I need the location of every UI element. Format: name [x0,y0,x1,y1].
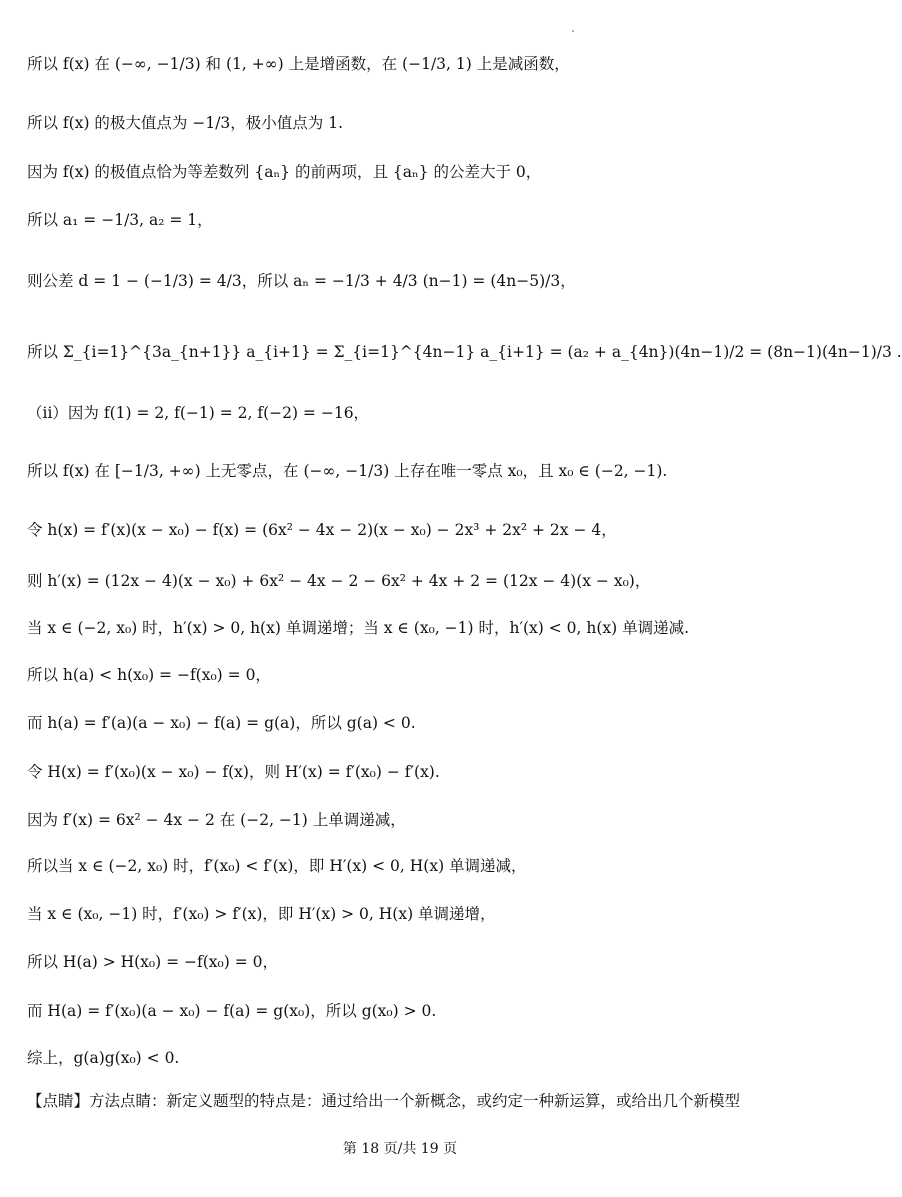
text-line-10: 则 h′(x) = (12x − 4)(x − x₀) + 6x² − 4x − 2 − 6x² + 4x + 2 = (12x − 4)(x − x₀)， [27,572,651,590]
text-line-7: （ii）因为 f(1) = 2, f(−1) = 2, f(−2) = −16， [27,404,370,422]
text-line-16: 所以当 x ∈ (−2, x₀) 时，f′(x₀) < f′(x)，即 H′(x) < 0, H(x) 单调递减， [27,857,527,875]
text-line-5: 则公差 d = 1 − (−1/3) = 4/3，所以 aₙ = −1/3 + 4/3 (n−1) = (4n−5)/3， [27,272,576,290]
text-line-11: 当 x ∈ (−2, x₀) 时，h′(x) > 0, h(x) 单调递增；当 x ∈ (x₀, −1) 时，h′(x) < 0, h(x) 单调递减. [27,619,690,637]
text-line-1: 所以 f(x) 在 (−∞, −1/3) 和 (1, +∞) 上是增函数，在 (−1/3, 1) 上是减函数， [27,55,570,73]
text-line-15: 因为 f′(x) = 6x² − 4x − 2 在 (−2, −1) 上单调递减， [27,811,406,829]
text-line-21: 【点睛】方法点睛：新定义题型的特点是：通过给出一个新概念，或约定一种新运算，或给出几个新模型 [27,1092,741,1110]
page-number: 第 18 页/共 19 页 [342,1141,458,1157]
speck-dot [572,30,574,32]
text-line-3: 因为 f(x) 的极值点恰为等差数列 {aₙ} 的前两项，且 {aₙ} 的公差大于 0， [27,163,542,181]
text-line-18: 所以 H(a) > H(x₀) = −f(x₀) = 0， [27,953,279,971]
text-line-2: 所以 f(x) 的极大值点为 −1/3，极小值点为 1. [27,114,344,132]
text-line-12: 所以 h(a) < h(x₀) = −f(x₀) = 0， [27,666,271,684]
text-line-20: 综上，g(a)g(x₀) < 0. [27,1049,180,1067]
text-line-4: 所以 a₁ = −1/3, a₂ = 1， [27,211,213,229]
text-line-6: 所以 Σ_{i=1}^{3a_{n+1}} a_{i+1} = Σ_{i=1}^{4n−1} a_{i+1} = (a₂ + a_{4n})(4n−1)/2 = (8n−1)(4n−1)/3 . [27,343,902,361]
text-line-9: 令 h(x) = f′(x)(x − x₀) − f(x) = (6x² − 4x − 2)(x − x₀) − 2x³ + 2x² + 2x − 4， [27,521,617,539]
text-line-13: 而 h(a) = f′(a)(a − x₀) − f(a) = g(a)，所以 g(a) < 0. [27,714,416,732]
text-line-17: 当 x ∈ (x₀, −1) 时，f′(x₀) > f′(x)，即 H′(x) > 0, H(x) 单调递增， [27,905,496,923]
text-line-8: 所以 f(x) 在 [−1/3, +∞) 上无零点，在 (−∞, −1/3) 上存在唯一零点 x₀，且 x₀ ∈ (−2, −1). [27,462,668,480]
text-line-14: 令 H(x) = f′(x₀)(x − x₀) − f(x)，则 H′(x) = f′(x₀) − f′(x). [27,763,440,781]
text-line-19: 而 H(a) = f′(x₀)(a − x₀) − f(a) = g(x₀)，所以 g(x₀) > 0. [27,1002,437,1020]
